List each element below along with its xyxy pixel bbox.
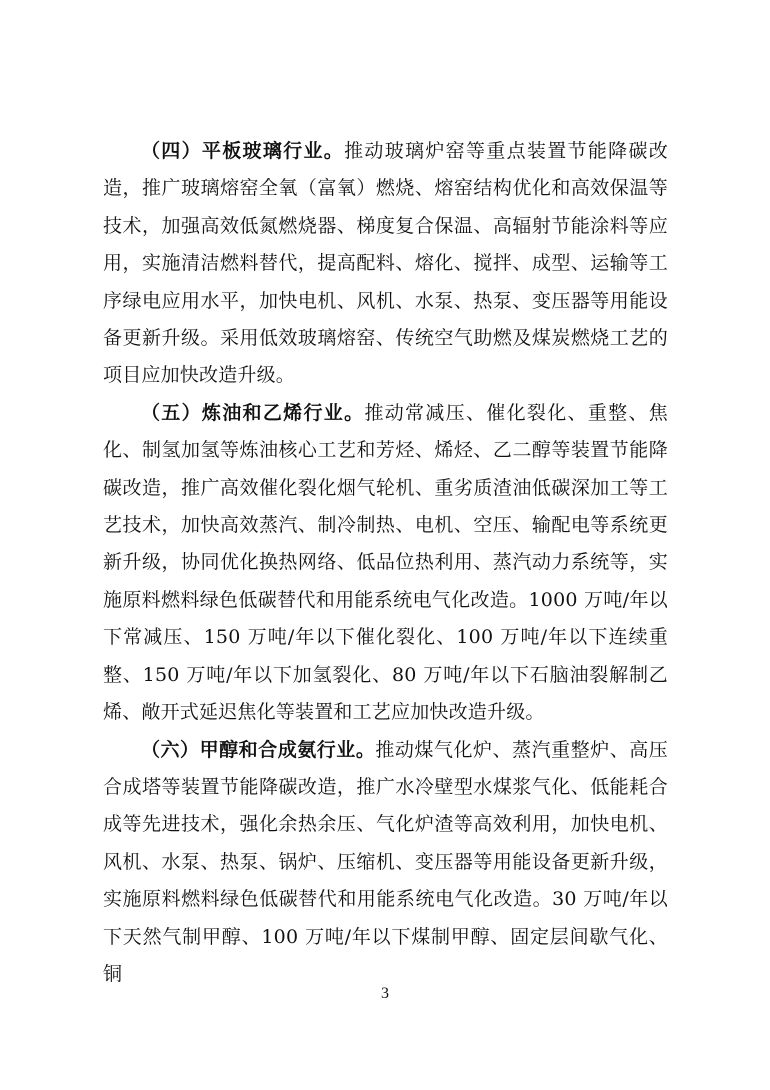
page-number: 3	[381, 985, 389, 1002]
paragraph-refining-ethylene	[103, 395, 668, 732]
section-heading-flat-glass: （四）平板玻璃行业。	[141, 140, 345, 162]
section-body-flat-glass: 推动玻璃炉窑等重点装置节能降碳改造，推广玻璃熔窑全氧（富氧）燃烧、熔窑结构优化和高效保温等技术，加强高效低氮燃烧器、梯度复合保温、高辐射节能涂料等应用，实施清洁燃料替代，提高配料、熔化、搅拌、成型、运输等工序绿电应用水平，加快电机、风机、水泵、热泵、变压器等用能设备更新升级。采用低效玻璃熔窑、传统空气助燃及煤炭燃烧工艺的项目应加快改造升级。	[103, 140, 668, 387]
section-body-methanol-ammonia: 推动煤气化炉、蒸汽重整炉、高压合成塔等装置节能降碳改造，推广水冷壁型水煤浆气化、低能耗合成等先进技术，强化余热余压、气化炉渣等高效利用，加快电机、风机、水泵、热泵、锅炉、压缩机、变压器等用能设备更新升级，实施原料燃料绿色低碳替代和用能系统电气化改造。30 万吨/年以下天然气制甲醇、100 万吨/年以下煤制甲醇、固定层间歇气化、铜	[103, 738, 668, 985]
section-heading-refining-ethylene: （五）炼油和乙烯行业。	[141, 401, 365, 424]
document-body	[103, 133, 668, 993]
section-body-refining-ethylene: 推动常减压、催化裂化、重整、焦化、制氢加氢等炼油核心工艺和芳烃、烯烃、乙二醇等装置节能降碳改造，推广高效催化裂化烟气轮机、重劣质渣油低碳深加工等工艺技术，加快高效蒸汽、制冷制热、电机、空压、输配电等系统更新升级，协同优化换热网络、低品位热利用、蒸汽动力系统等，实施原料燃料绿色低碳替代和用能系统电气化改造。1000 万吨/年以下常减压、150 万吨/年以下催化裂化、100 万吨/年以下连续重整、150 万吨/年以下加氢裂化、80 万吨/年以下石脑油裂解制乙烯、敞开式延迟焦化等装置和工艺应加快改造升级。	[103, 401, 668, 724]
paragraph-flat-glass	[103, 133, 668, 395]
section-heading-methanol-ammonia: （六）甲醇和合成氨行业。	[141, 738, 376, 761]
paragraph-methanol-ammonia	[103, 732, 668, 994]
